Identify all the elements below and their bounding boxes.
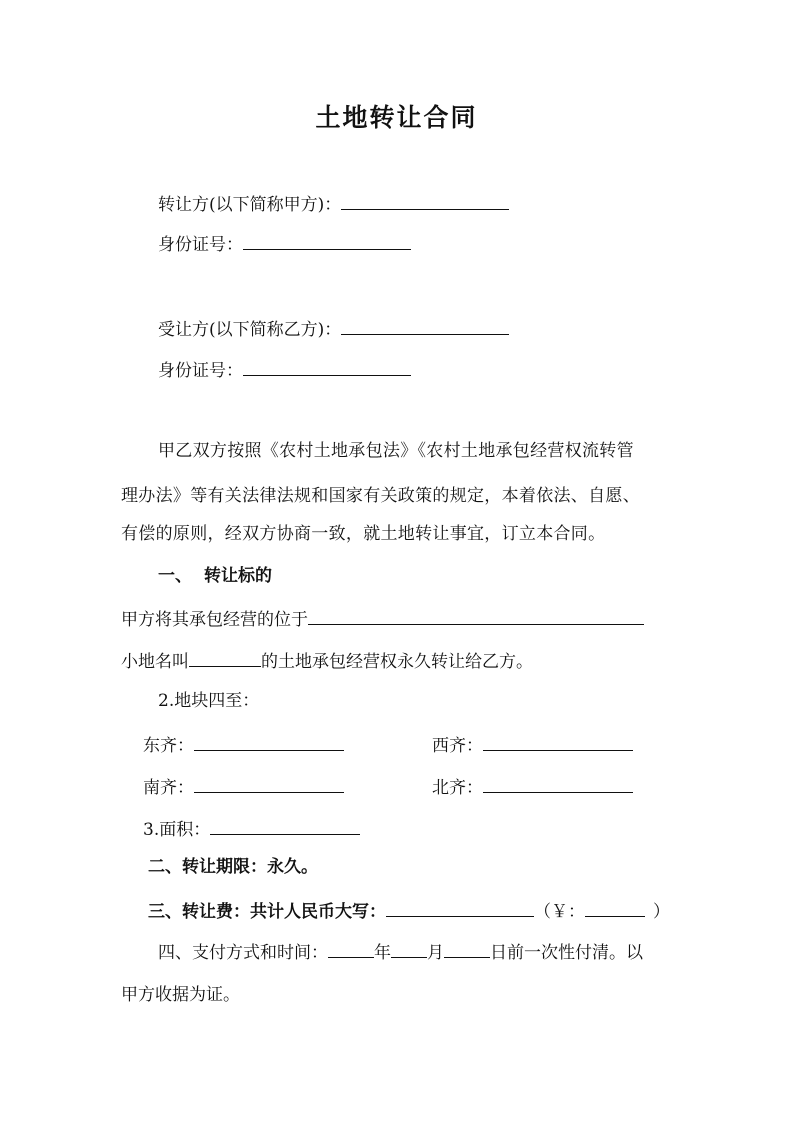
section-1-number: 一、	[158, 566, 192, 586]
party-a-line	[158, 191, 509, 216]
payment-year-blank[interactable]	[328, 939, 374, 958]
section-1-title: 转让标的	[204, 566, 272, 586]
year-label: 年	[374, 943, 391, 963]
west-boundary-line	[432, 732, 633, 757]
month-label: 月	[427, 943, 444, 963]
transfer-statement: 的土地承包经营权永久转让给乙方。	[261, 652, 533, 672]
payment-label: 四、支付方式和时间：	[158, 943, 328, 963]
west-blank[interactable]	[483, 732, 633, 751]
section-4-receipt-line: 甲方收据为证。	[121, 985, 240, 1005]
area-label: 3.面积：	[143, 820, 211, 840]
south-blank[interactable]	[194, 774, 344, 793]
party-a-id-label: 身份证号：	[158, 235, 243, 255]
area-blank[interactable]	[210, 816, 360, 835]
section-1-location-line	[121, 606, 644, 631]
boundaries-label: 2.地块四至：	[158, 691, 260, 711]
party-b-id-label: 身份证号：	[158, 361, 243, 381]
party-b-id-blank[interactable]	[243, 357, 411, 376]
north-blank[interactable]	[483, 774, 633, 793]
party-b-label: 受让方(以下简称乙方)：	[158, 320, 342, 340]
section-1-heading	[158, 565, 272, 587]
party-b-line	[158, 316, 509, 341]
area-line	[143, 816, 360, 841]
location-label: 甲方将其承包经营的位于	[121, 610, 308, 630]
west-label: 西齐：	[432, 736, 483, 756]
south-boundary-line	[143, 774, 344, 799]
section-3-fee-line	[148, 898, 670, 923]
south-label: 南齐：	[143, 778, 194, 798]
party-a-label: 转让方(以下简称甲方)：	[158, 195, 342, 215]
north-boundary-line	[432, 774, 633, 799]
section-4-payment-line	[158, 939, 643, 964]
payment-month-blank[interactable]	[391, 939, 427, 958]
document-title: 土地转让合同	[315, 103, 478, 132]
preamble-line-1: 甲乙双方按照《农村土地承包法》《农村土地承包经营权流转管	[158, 441, 634, 461]
day-label: 日前一次性付清。以	[490, 943, 643, 963]
fee-paren-close: ）	[653, 902, 670, 922]
payment-day-blank[interactable]	[444, 939, 490, 958]
party-a-name-blank[interactable]	[341, 191, 509, 210]
preamble-line-3: 有偿的原则，经双方协商一致，就土地转让事宜，订立本合同。	[121, 524, 606, 544]
fee-label: 三、转让费：共计人民币大写：	[148, 902, 386, 922]
section-1-place-name-line	[121, 648, 533, 673]
party-a-id-blank[interactable]	[243, 231, 411, 250]
fee-amount-blank[interactable]	[585, 898, 645, 917]
section-2-term: 二、转让期限：永久。	[148, 857, 318, 877]
party-a-id-line	[158, 231, 411, 256]
preamble-line-2: 理办法》等有关法律法规和国家有关政策的规定，本着依法、自愿、	[121, 486, 640, 506]
fee-paren-open: （￥：	[534, 902, 585, 922]
fee-words-blank[interactable]	[386, 898, 534, 917]
place-name-blank[interactable]	[189, 648, 261, 667]
place-name-label: 小地名叫	[121, 652, 189, 672]
party-b-name-blank[interactable]	[341, 316, 509, 335]
party-b-id-line	[158, 357, 411, 382]
location-blank[interactable]	[308, 606, 644, 625]
east-blank[interactable]	[194, 732, 344, 751]
east-boundary-line	[143, 732, 344, 757]
north-label: 北齐：	[432, 778, 483, 798]
east-label: 东齐：	[143, 736, 194, 756]
